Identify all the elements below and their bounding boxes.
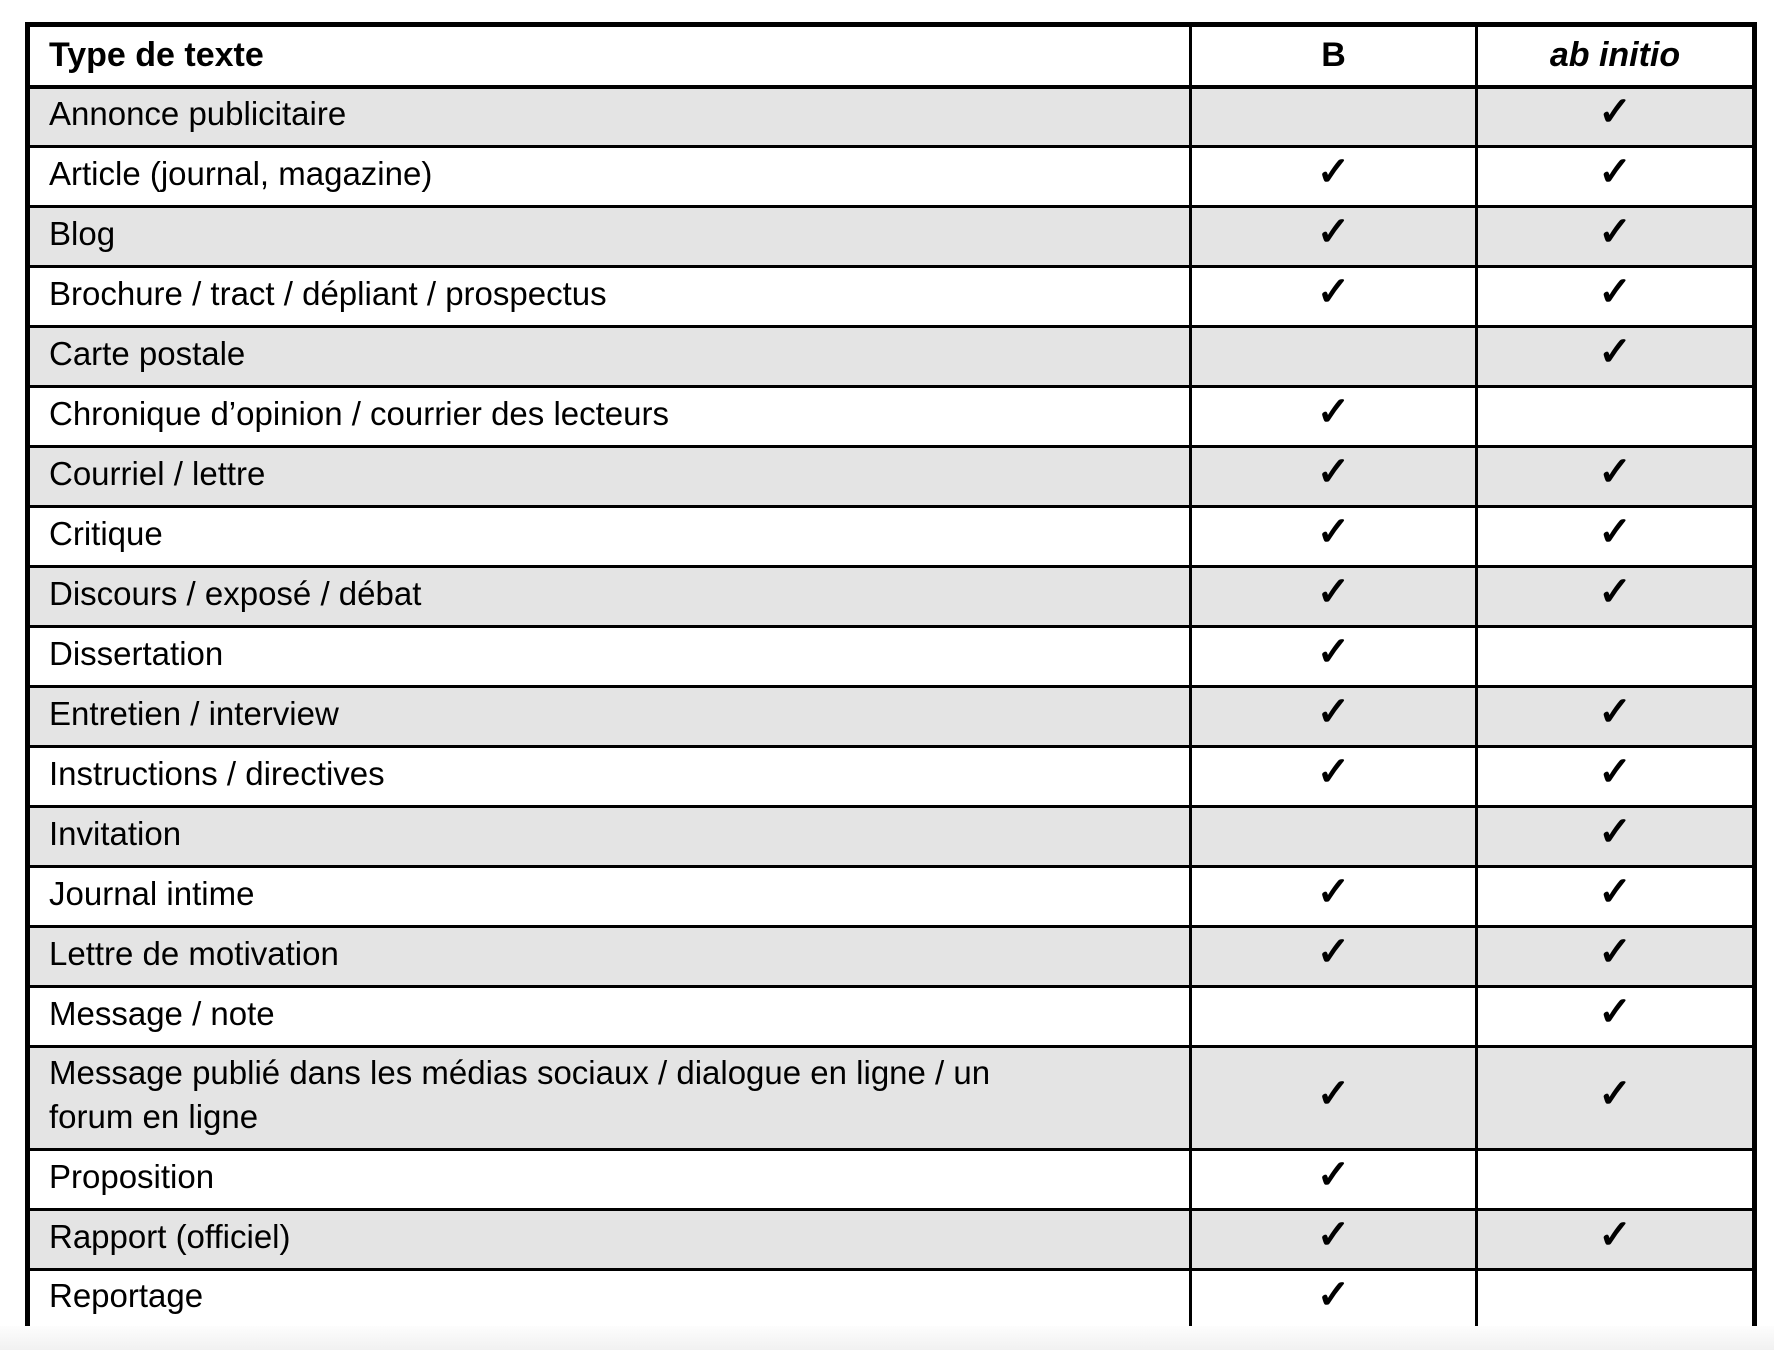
b-check-cell	[1191, 567, 1477, 627]
text-type-cell	[28, 1270, 1191, 1330]
ab-initio-check-cell	[1477, 327, 1755, 387]
table-row	[28, 747, 1755, 807]
header-type-de-texte: Type de texte	[28, 25, 1191, 87]
header-b: B	[1191, 25, 1477, 87]
checkmark-icon: ✓	[1316, 450, 1351, 494]
text-type-cell	[28, 1150, 1191, 1210]
text-type-cell	[28, 627, 1191, 687]
text-type-cell	[28, 1210, 1191, 1270]
text-type-label: Brochure / tract / dépliant / prospectus	[49, 274, 607, 312]
b-check-cell	[1191, 207, 1477, 267]
b-check-cell	[1191, 447, 1477, 507]
b-check-cell	[1191, 747, 1477, 807]
checkmark-icon: ✓	[1598, 90, 1632, 135]
text-type-label: Blog	[49, 214, 116, 252]
checkmark-icon: ✓	[1316, 510, 1351, 554]
checkmark-icon: ✓	[1316, 1071, 1351, 1116]
text-type-label: Reportage	[49, 1277, 204, 1314]
b-check-cell	[1191, 1150, 1477, 1210]
checkmark-icon: ✓	[1598, 450, 1632, 494]
checkmark-icon: ✓	[1598, 510, 1632, 554]
b-check-cell	[1191, 507, 1477, 567]
checkmark-icon: ✓	[1316, 930, 1351, 974]
text-type-label: Proposition	[49, 1157, 215, 1195]
ab-initio-check-cell	[1477, 747, 1755, 807]
text-type-label: Article (journal, magazine)	[49, 154, 433, 192]
checkmark-icon: ✓	[1316, 1153, 1351, 1197]
table-row	[28, 1047, 1755, 1150]
checkmark-icon: ✓	[1598, 750, 1632, 794]
checkmark-icon: ✓	[1598, 210, 1632, 254]
text-type-cell	[28, 147, 1191, 207]
b-check-cell	[1191, 387, 1477, 447]
checkmark-icon: ✓	[1598, 1071, 1632, 1116]
b-check-cell	[1191, 1270, 1477, 1330]
checkmark-icon: ✓	[1598, 870, 1632, 914]
text-type-cell	[28, 387, 1191, 447]
table-row	[28, 1150, 1755, 1210]
ab-initio-check-cell	[1477, 807, 1755, 867]
text-type-cell	[28, 87, 1191, 147]
text-type-cell	[28, 867, 1191, 927]
text-type-cell	[28, 507, 1191, 567]
checkmark-icon: ✓	[1316, 210, 1351, 254]
ab-initio-check-cell	[1477, 207, 1755, 267]
table-row	[28, 627, 1755, 687]
checkmark-icon: ✓	[1598, 570, 1632, 614]
ab-initio-check-cell	[1477, 1150, 1755, 1210]
table-row	[28, 207, 1755, 267]
page-bottom-edge	[0, 1326, 1774, 1350]
checkmark-icon: ✓	[1316, 570, 1351, 614]
table-body	[28, 87, 1755, 1330]
text-type-label: Rapport (officiel)	[49, 1217, 291, 1255]
ab-initio-check-cell	[1477, 1210, 1755, 1270]
b-check-cell	[1191, 327, 1477, 387]
checkmark-icon: ✓	[1316, 390, 1351, 434]
b-check-cell	[1191, 927, 1477, 987]
text-type-label: Critique	[49, 514, 163, 552]
checkmark-icon: ✓	[1598, 330, 1632, 374]
b-check-cell	[1191, 807, 1477, 867]
ab-initio-check-cell	[1477, 87, 1755, 147]
text-type-cell	[28, 567, 1191, 627]
table-row	[28, 867, 1755, 927]
ab-initio-check-cell	[1477, 627, 1755, 687]
text-type-label: Courriel / lettre	[49, 454, 266, 492]
text-type-label: Annonce publicitaire	[49, 94, 347, 132]
checkmark-icon: ✓	[1316, 870, 1351, 914]
b-check-cell	[1191, 867, 1477, 927]
text-type-label: Instructions / directives	[49, 754, 385, 792]
table-row	[28, 1270, 1755, 1330]
b-check-cell	[1191, 627, 1477, 687]
checkmark-icon: ✓	[1316, 630, 1351, 674]
ab-initio-check-cell	[1477, 567, 1755, 627]
text-type-cell	[28, 327, 1191, 387]
b-check-cell	[1191, 1047, 1477, 1150]
text-type-cell	[28, 987, 1191, 1047]
text-type-label: Message / note	[49, 994, 275, 1032]
checkmark-icon: ✓	[1598, 270, 1632, 314]
text-type-label: Journal intime	[49, 874, 255, 912]
ab-initio-check-cell	[1477, 867, 1755, 927]
text-type-label: Lettre de motivation	[49, 934, 339, 972]
table-row	[28, 987, 1755, 1047]
b-check-cell	[1191, 267, 1477, 327]
ab-initio-check-cell	[1477, 387, 1755, 447]
text-type-cell	[28, 927, 1191, 987]
ab-initio-check-cell	[1477, 267, 1755, 327]
table-row	[28, 387, 1755, 447]
text-type-cell	[28, 1047, 1191, 1150]
text-type-cell	[28, 807, 1191, 867]
table-row	[28, 147, 1755, 207]
ab-initio-check-cell	[1477, 1270, 1755, 1330]
text-types-table	[25, 22, 1757, 1332]
text-type-label: Entretien / interview	[49, 694, 339, 732]
header-row	[28, 25, 1755, 87]
ab-initio-check-cell	[1477, 927, 1755, 987]
checkmark-icon: ✓	[1316, 1213, 1351, 1257]
checkmark-icon: ✓	[1598, 690, 1632, 734]
text-type-label: Invitation	[49, 814, 182, 852]
table-row	[28, 807, 1755, 867]
checkmark-icon: ✓	[1316, 270, 1351, 314]
text-type-cell	[28, 687, 1191, 747]
text-type-label: Carte postale	[49, 334, 246, 372]
checkmark-icon: ✓	[1316, 690, 1351, 734]
b-check-cell	[1191, 687, 1477, 747]
table-row	[28, 507, 1755, 567]
text-type-cell	[28, 747, 1191, 807]
ab-initio-check-cell	[1477, 147, 1755, 207]
checkmark-icon: ✓	[1598, 810, 1632, 854]
checkmark-icon: ✓	[1316, 1272, 1351, 1317]
table-row	[28, 267, 1755, 327]
header-ab-initio: ab initio	[1477, 25, 1755, 87]
table-row	[28, 447, 1755, 507]
table-row	[28, 87, 1755, 147]
text-type-cell	[28, 207, 1191, 267]
b-check-cell	[1191, 1210, 1477, 1270]
checkmark-icon: ✓	[1598, 990, 1632, 1034]
text-type-cell	[28, 447, 1191, 507]
checkmark-icon: ✓	[1598, 150, 1632, 194]
ab-initio-check-cell	[1477, 1047, 1755, 1150]
text-type-cell	[28, 267, 1191, 327]
table-row	[28, 687, 1755, 747]
b-check-cell	[1191, 87, 1477, 147]
ab-initio-check-cell	[1477, 507, 1755, 567]
ab-initio-check-cell	[1477, 987, 1755, 1047]
text-type-label: Dissertation	[49, 634, 224, 672]
checkmark-icon: ✓	[1316, 150, 1351, 194]
table-row	[28, 327, 1755, 387]
text-type-label: Chronique d’opinion / courrier des lecteurs	[49, 394, 670, 432]
b-check-cell	[1191, 147, 1477, 207]
text-type-label: Discours / exposé / débat	[49, 574, 422, 612]
checkmark-icon: ✓	[1598, 930, 1632, 974]
ab-initio-check-cell	[1477, 447, 1755, 507]
checkmark-icon: ✓	[1598, 1213, 1632, 1257]
table-row	[28, 927, 1755, 987]
table-row	[28, 1210, 1755, 1270]
ab-initio-check-cell	[1477, 687, 1755, 747]
text-type-label: Message publié dans les médias sociaux / dialogue en ligne / un forum en ligne	[49, 1054, 991, 1135]
b-check-cell	[1191, 987, 1477, 1047]
checkmark-icon: ✓	[1316, 750, 1351, 794]
table-row	[28, 567, 1755, 627]
